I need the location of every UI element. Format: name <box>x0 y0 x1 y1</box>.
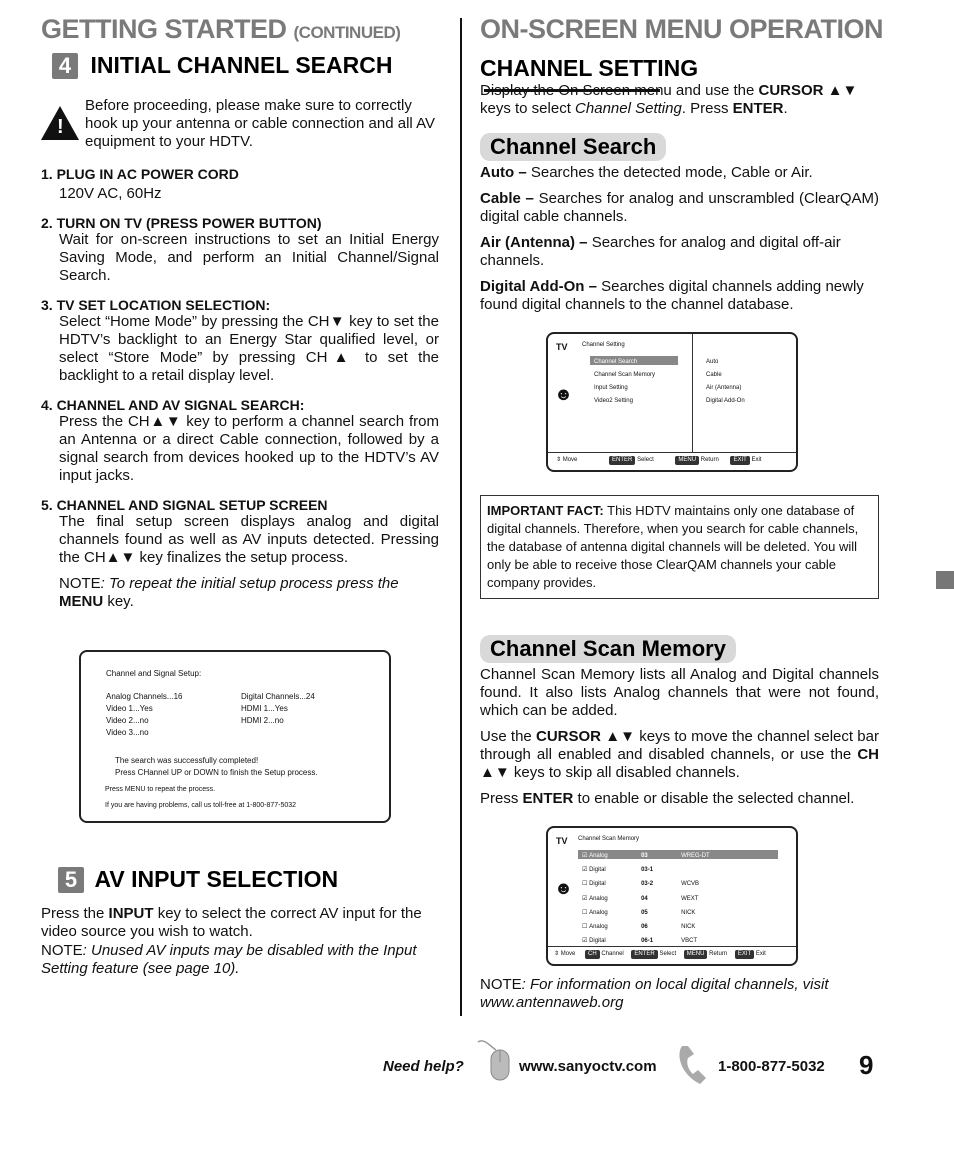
channel-scan-memory-text <box>480 666 879 808</box>
setup-steps <box>41 166 439 611</box>
step-title: 1. PLUG IN AC POWER CORD <box>41 166 239 182</box>
menu-header: Channel Setting <box>582 342 625 348</box>
page-title-right: ON-SCREEN MENU OPERATION <box>480 14 884 44</box>
scan-row: ☑ Analog 03 WREG-DT <box>582 853 710 859</box>
setup-screen-title: Channel and Signal Setup: <box>106 669 202 678</box>
menu-options: Auto Cable Air (Antenna) Digital Add-On <box>706 359 745 404</box>
menu-header: Channel Scan Memory <box>578 836 640 842</box>
important-fact-box: IMPORTANT FACT: This HDTV maintains only one database of digital channels. Therefore, when you search for cable channels, the database of antenna digital channels will be deleted. You will only be able to receive those ClearQAM channels your cable company provides. <box>480 495 879 599</box>
page-edge-tab <box>936 571 954 589</box>
page-title-left: GETTING STARTED (CONTINUED) <box>41 14 401 44</box>
channel-scan-memory-heading: Channel Scan Memory <box>480 635 736 663</box>
tv-label: TV <box>556 342 568 352</box>
step-title: 4. CHANNEL AND AV SIGNAL SEARCH: <box>41 397 305 413</box>
setup-col2: Digital Channels...24 HDMI 1...Yes HDMI 2...no <box>241 692 315 725</box>
step-text: 120V AC, 60Hz <box>59 185 162 202</box>
step-text: Press the CH▲▼ key to perform a channel search from an Antenna or a direct Cable connection, followed by a signal search from devices hooked up to the HDTV’s AV input jacks. <box>59 413 439 484</box>
section-title: INITIAL CHANNEL SEARCH <box>90 52 393 78</box>
setup-repeat-message: Press MENU to repeat the process. <box>105 786 216 793</box>
need-help-label: Need help? <box>383 1058 464 1075</box>
step-text: The final setup screen displays analog and digital channels found as well as AV inputs detected. Pressing the CH▲▼ key finalizes the setup process. <box>59 513 439 566</box>
def-digital-addon: Digital Add-On – Searches digital channels adding newly found digital channels to the channel database. <box>480 278 864 313</box>
scan-row: ☑ Analog 04 WEXT <box>582 895 699 902</box>
phone-number: 1-800-877-5032 <box>718 1058 825 1075</box>
scan-row: ☐ Analog 06 NICK <box>582 924 696 931</box>
menu-footer-rule <box>548 452 796 453</box>
note-repeat-setup: NOTE: To repeat the initial setup process press the MENU key. <box>59 575 399 610</box>
tv-label: TV <box>556 836 568 846</box>
av-input-text: Press the INPUT key to select the correct AV input for the video source you wish to watch. <box>41 905 422 940</box>
scan-row: ☐ Analog 05 NICK <box>582 909 696 916</box>
warning-exclamation-icon: ! <box>57 116 64 138</box>
scan-paragraph: Use the CURSOR ▲▼ keys to move the channel select bar through all enabled and disabled channels, or use the CH ▲▼ keys to skip all disabled channels. <box>480 728 879 781</box>
step-text: Select “Home Mode” by pressing the CH▼ key to set the HDTV’s backlight to an Energy Star qualified level, or select “Store Mode” by pressing CH▲ to set the backlight to a retail display level. <box>59 313 439 384</box>
page-number: 9 <box>859 1050 874 1080</box>
channel-setting-intro: Display the On Screen menu and use the CURSOR ▲▼ keys to select Channel Setting. Press ENTER. <box>480 82 858 117</box>
section-number: 4 <box>52 53 78 79</box>
section-4-heading <box>52 52 452 79</box>
setup-col1: Analog Channels...16 Video 1...Yes Video 2...no Video 3...no <box>106 692 183 737</box>
scan-paragraph: Channel Scan Memory lists all Analog and Digital channels found. It also lists Analog channels that were not found, which can be added. <box>480 666 879 719</box>
def-auto: Auto – Searches the detected mode, Cable or Air. <box>480 164 813 181</box>
setup-success-message: The search was successfully completed! Press CHannel UP or DOWN to finish the Setup process. <box>115 756 318 777</box>
scan-row: ☐ Digital 03-2 WCVB <box>582 881 700 888</box>
scan-row: ☑ Digital 06-1 VBCT <box>582 938 698 945</box>
warning-text: Before proceeding, please make sure to correctly hook up your antenna or cable connection and all AV equipment to your HDTV. <box>85 97 435 150</box>
menu-footer: ⇕ Move ENTER Select MENU Return EXIT Exit <box>556 457 762 463</box>
menu-footer-rule <box>548 946 796 947</box>
section-title: AV INPUT SELECTION <box>94 866 339 892</box>
move-arrows-icon: ⇕ <box>554 951 560 957</box>
scan-row: ☑ Digital 03-1 <box>582 867 654 874</box>
channel-setting-heading: CHANNEL SETTING <box>480 55 880 100</box>
scan-list <box>582 849 710 948</box>
setup-screen-illustration <box>79 650 391 823</box>
scan-paragraph: Press ENTER to enable or disable the selected channel. <box>480 790 855 807</box>
channel-setting-menu-illustration <box>546 332 798 472</box>
step-title: 3. TV SET LOCATION SELECTION: <box>41 297 271 313</box>
channel-search-heading: Channel Search <box>480 133 666 161</box>
note-unused-inputs: NOTE: Unused AV inputs may be disabled with the Input Setting feature (see page 10). <box>41 942 417 977</box>
move-arrows-icon: ⇕ <box>556 457 562 463</box>
mouse-icon <box>474 1036 514 1082</box>
website-link[interactable]: www.sanyoctv.com <box>519 1058 657 1075</box>
column-divider <box>460 18 462 1016</box>
channel-scan-memory-illustration <box>546 826 798 966</box>
menu-separator <box>692 334 693 452</box>
section-5-heading <box>58 866 338 893</box>
setup-help-message: If you are having problems, call us toll-free at 1-800-877-5032 <box>105 802 297 809</box>
def-air: Air (Antenna) – Searches for analog and digital off-air channels. <box>480 234 841 269</box>
tv-mascot-icon: ☻ <box>554 384 573 404</box>
step-title: 5. CHANNEL AND SIGNAL SETUP SCREEN <box>41 497 328 513</box>
note-antennaweb: NOTE: For information on local digital channels, visit www.antennaweb.org <box>480 976 829 1011</box>
tv-mascot-icon: ☻ <box>554 878 573 898</box>
menu-footer: ⇕ Move CH Channel ENTER Select MENU Return EXIT Exit <box>554 951 766 957</box>
step-title: 2. TURN ON TV (PRESS POWER BUTTON) <box>41 215 322 231</box>
channel-search-definitions <box>480 164 879 314</box>
phone-icon <box>676 1044 714 1086</box>
step-text: Wait for on-screen instructions to set an Initial Energy Saving Mode, and perform an Initial Channel/Signal Search. <box>59 231 439 284</box>
section-number: 5 <box>58 867 84 893</box>
menu-items: Channel Search Channel Scan Memory Input Setting Video2 Setting <box>594 359 656 404</box>
def-cable: Cable – Searches for analog and unscrambled (ClearQAM) digital cable channels. <box>480 190 879 225</box>
